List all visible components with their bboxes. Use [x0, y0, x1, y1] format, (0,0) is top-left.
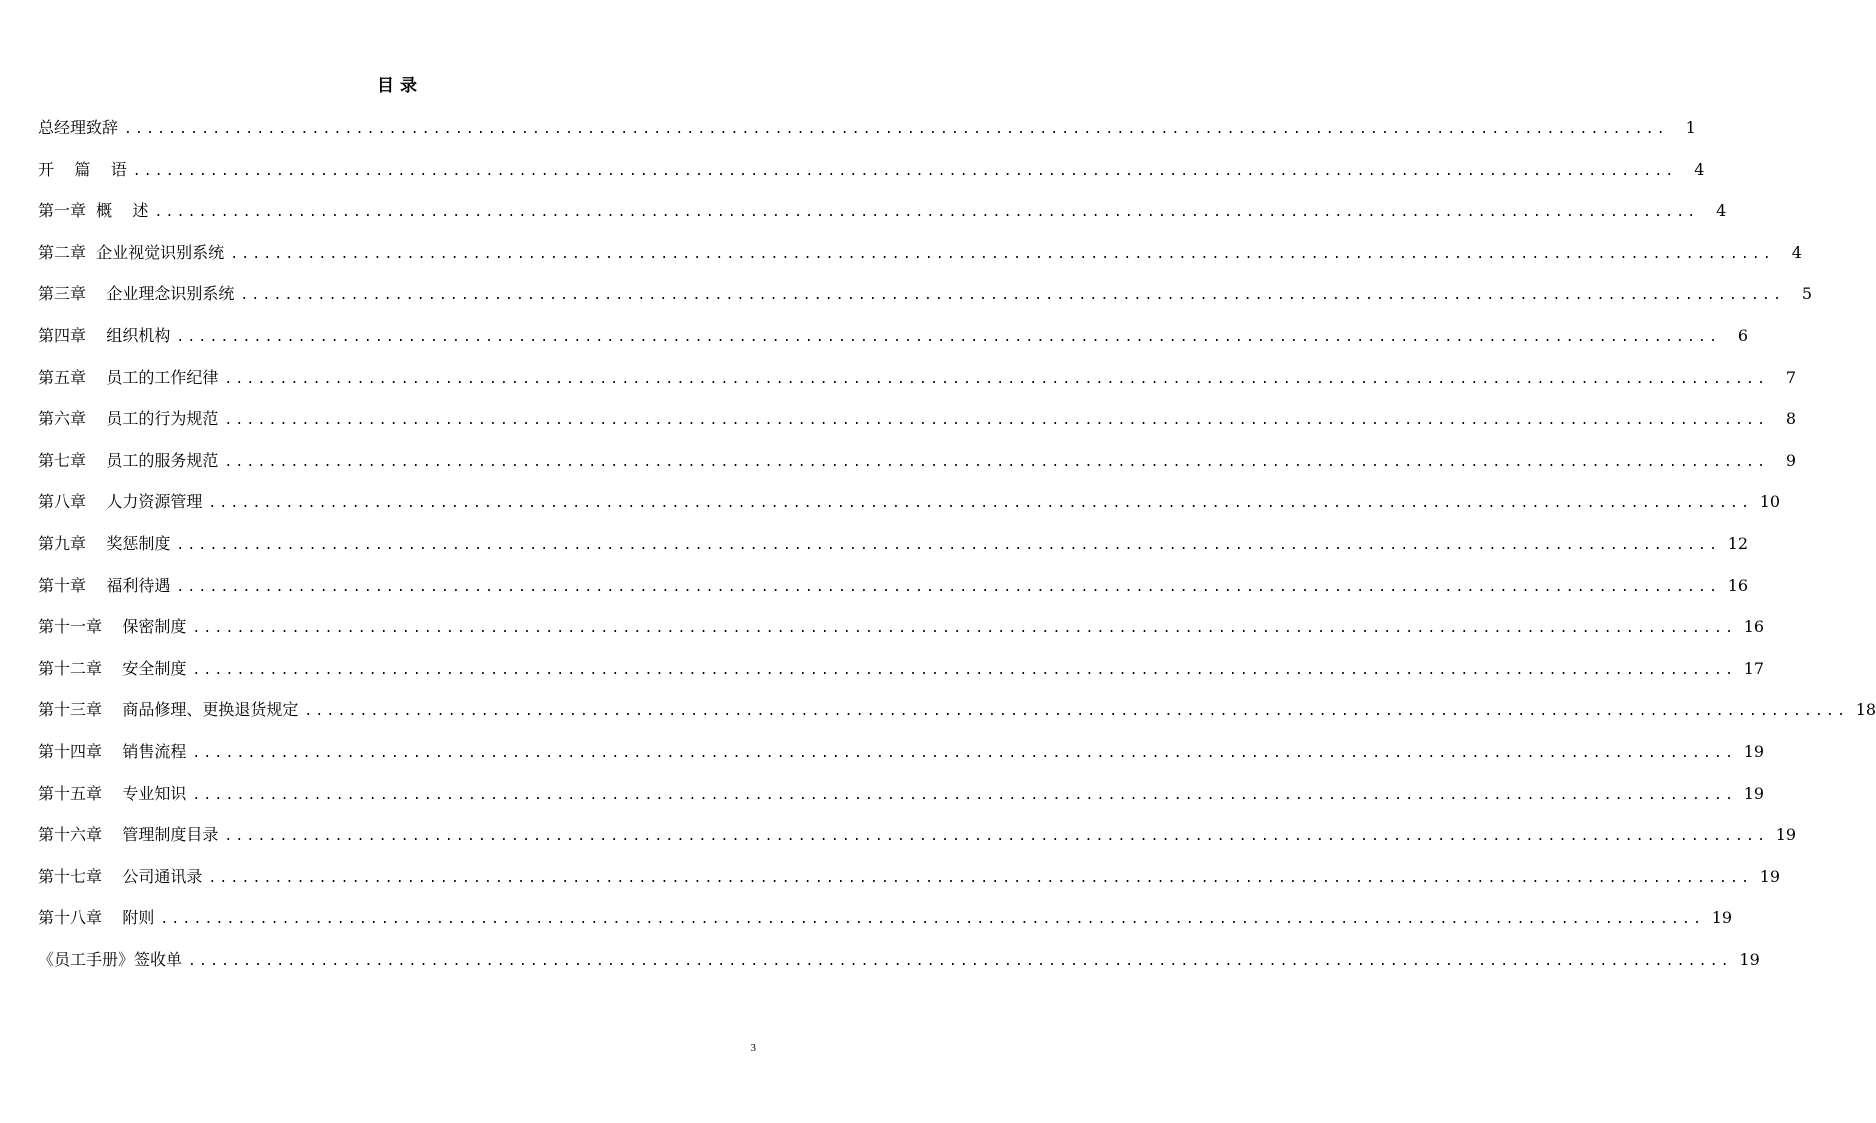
toc-entry-label: 第五章 员工的工作纪律 — [38, 367, 219, 387]
toc-entry[interactable] — [38, 114, 1696, 156]
toc-entry[interactable] — [38, 696, 1876, 738]
toc-dot-leader: ............................................................................................................................................ — [160, 912, 1705, 928]
footer-page-number: 3 — [750, 1042, 756, 1054]
toc-entry-label: 第九章 奖惩制度 — [38, 533, 171, 553]
toc-entry-page: 9 — [1785, 450, 1797, 470]
toc-dot-leader: ............................................................................................................................................ — [176, 579, 1721, 595]
toc-entry[interactable] — [38, 821, 1797, 863]
toc-list — [38, 114, 1876, 987]
toc-entry-label: 第三章 企业理念识别系统 — [38, 284, 235, 304]
toc-entry[interactable] — [38, 405, 1797, 447]
toc-entry[interactable] — [38, 488, 1781, 530]
toc-dot-leader: ............................................................................................................................................ — [208, 870, 1753, 886]
toc-dot-leader: ............................................................................................................................................ — [224, 371, 1769, 387]
toc-entry[interactable] — [38, 197, 1727, 239]
toc-entry-label: 第十四章 销售流程 — [38, 741, 187, 761]
toc-entry-label: 总经理致辞 — [38, 118, 119, 137]
toc-entry-page: 4 — [1694, 159, 1705, 179]
toc-dot-leader: ............................................................................................................................................ — [224, 413, 1769, 429]
toc-entry-label: 第十八章 附则 — [38, 908, 155, 928]
toc-dot-leader: ............................................................................................................................................ — [192, 621, 1737, 637]
toc-dot-leader: ............................................................................................................................................ — [192, 787, 1737, 803]
toc-entry-page: 18 — [1855, 700, 1876, 720]
toc-entry-label: 第十一章 保密制度 — [38, 617, 187, 637]
toc-entry[interactable] — [38, 156, 1705, 198]
toc-entry-label: 第十六章 管理制度目录 — [38, 825, 219, 845]
toc-entry-page: 4 — [1716, 201, 1727, 221]
toc-entry-label: 第一章 概 述 — [38, 201, 149, 221]
toc-entry[interactable] — [38, 863, 1781, 905]
toc-entry[interactable] — [38, 447, 1797, 489]
toc-entry[interactable] — [38, 530, 1749, 572]
toc-dot-leader: ............................................................................................................................................ — [188, 953, 1732, 969]
toc-entry-label: 第十五章 专业知识 — [38, 783, 187, 803]
toc-entry[interactable] — [38, 946, 1760, 988]
toc-entry[interactable] — [38, 780, 1765, 822]
toc-dot-leader: ............................................................................................................................................ — [124, 122, 1668, 137]
toc-dot-leader: ............................................................................................................................................ — [304, 704, 1849, 720]
toc-entry-page: 10 — [1759, 492, 1781, 512]
toc-entry-label: 第十七章 公司通讯录 — [38, 866, 203, 886]
toc-entry-page: 7 — [1785, 367, 1797, 387]
toc-entry-page: 19 — [1759, 866, 1781, 886]
toc-dot-leader: ............................................................................................................................................ — [154, 205, 1699, 221]
toc-title: 目 录 — [377, 76, 417, 96]
toc-entry-page: 16 — [1727, 575, 1749, 595]
toc-entry-page: 19 — [1711, 908, 1733, 928]
toc-entry-label: 第十三章 商品修理、更换退货规定 — [38, 700, 299, 720]
toc-entry[interactable] — [38, 738, 1765, 780]
toc-entry-page: 6 — [1737, 325, 1749, 345]
toc-entry-label: 开 篇 语 — [38, 159, 127, 179]
toc-entry-page: 19 — [1775, 825, 1797, 845]
toc-entry-page: 12 — [1727, 533, 1749, 553]
toc-entry-page: 5 — [1801, 284, 1813, 304]
toc-entry[interactable] — [38, 572, 1749, 614]
toc-dot-leader: ............................................................................................................................................ — [192, 662, 1737, 678]
toc-dot-leader: ............................................................................................................................................ — [176, 537, 1721, 553]
toc-entry-label: 第二章 企业视觉识别系统 — [38, 242, 225, 262]
toc-entry[interactable] — [38, 364, 1797, 406]
toc-dot-leader: ............................................................................................................................................ — [176, 329, 1721, 345]
toc-entry-label: 《员工手册》签收单 — [38, 949, 183, 969]
toc-dot-leader: ............................................................................................................................................ — [192, 745, 1737, 761]
toc-dot-leader: ............................................................................................................................................ — [208, 496, 1753, 512]
toc-dot-leader: ............................................................................................................................................ — [230, 246, 1774, 262]
toc-entry-label: 第四章 组织机构 — [38, 325, 171, 345]
toc-entry-page: 19 — [1739, 949, 1760, 969]
toc-entry-label: 第八章 人力资源管理 — [38, 492, 203, 512]
toc-entry-label: 第十章 福利待遇 — [38, 575, 171, 595]
toc-entry-label: 第六章 员工的行为规范 — [38, 409, 219, 429]
toc-entry-label: 第十二章 安全制度 — [38, 658, 187, 678]
toc-entry[interactable] — [38, 655, 1765, 697]
toc-dot-leader: ............................................................................................................................................ — [240, 288, 1785, 304]
toc-dot-leader: ............................................................................................................................................ — [224, 454, 1769, 470]
toc-entry-page: 4 — [1791, 242, 1802, 262]
toc-entry[interactable] — [38, 280, 1813, 322]
toc-entry-label: 第七章 员工的服务规范 — [38, 450, 219, 470]
toc-entry-page: 19 — [1743, 741, 1765, 761]
toc-entry-page: 8 — [1785, 409, 1797, 429]
toc-entry[interactable] — [38, 613, 1765, 655]
toc-dot-leader: ............................................................................................................................................ — [224, 829, 1769, 845]
toc-entry[interactable] — [38, 239, 1802, 281]
toc-entry-page: 19 — [1743, 783, 1765, 803]
toc-dot-leader: ............................................................................................................................................ — [132, 163, 1677, 179]
toc-entry[interactable] — [38, 322, 1749, 364]
toc-entry[interactable] — [38, 904, 1733, 946]
toc-entry-page: 17 — [1743, 658, 1765, 678]
toc-entry-page: 1 — [1685, 118, 1696, 137]
toc-entry-page: 16 — [1743, 617, 1765, 637]
